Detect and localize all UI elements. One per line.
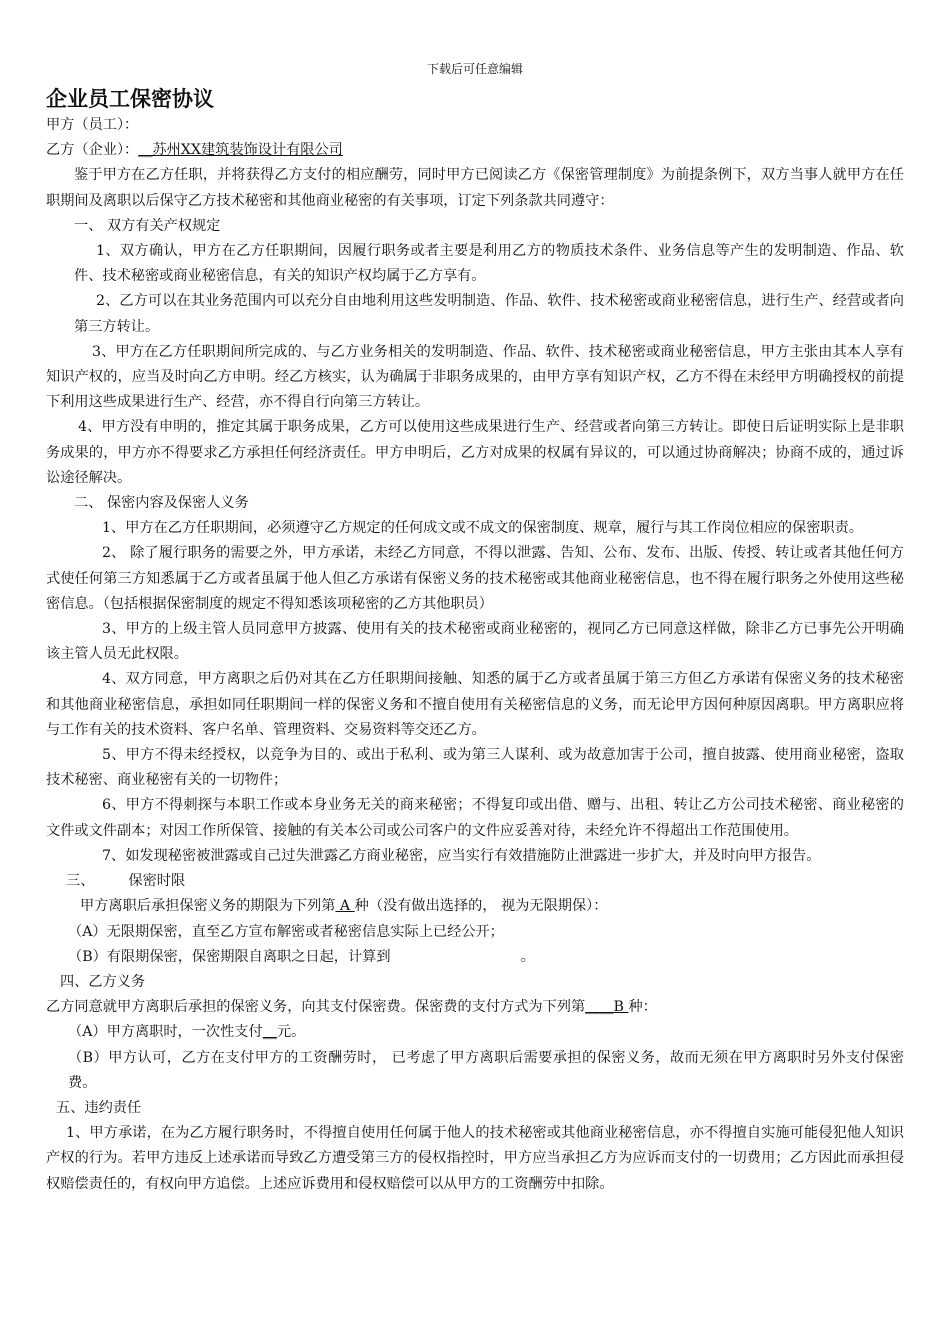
- section-2-item-5: 5、甲方不得未经授权，以竞争为目的、或出于私利、或为第三人谋利、或为故意加害于公司，擅自披露、使用商业秘密，盗取技术秘密、商业秘密有关的一切物件；: [46, 747, 904, 789]
- section-3-title: 保密时限: [128, 873, 186, 890]
- page-header: 下载后可任意编辑: [426, 62, 523, 76]
- section-5-title: 五、违约责任: [56, 1099, 142, 1116]
- section-2-title: 二、 保密内容及保密人义务: [74, 495, 249, 512]
- section-1-title: 一、 双方有关产权规定: [74, 217, 221, 234]
- section-4-option-a-end: 元。: [276, 1024, 306, 1041]
- section-3-text-after: 种（没有做出选择的， 视为无限期保）：: [354, 898, 608, 915]
- party-a-line: 甲方（员工）：: [46, 117, 139, 133]
- section-2-item-4: 4、双方同意，甲方离职之后仍对其在乙方任职期间接触、知悉的属于乙方或者虽属于第三方但乙方承诺有保密义务的技术秘密和其他商业秘密信息，承担如同任职期间一样的保密义务和不擅自使用有关秘密信息的义务，而无论甲方因何种原因离职。甲方离职应将与工作有关的技术资料、客户名单、管理资料、交易资料等交还乙方。: [46, 671, 904, 738]
- section-1-item-2: 2、乙方可以在其业务范围内可以充分自由地利用这些发明制造、作品、软件、技术秘密或商业秘密信息，进行生产、经营或者向第三方转让。: [74, 293, 904, 335]
- section-4-choice: ____B: [585, 999, 629, 1016]
- section-1-item-3: 3、甲方在乙方任职期间所完成的、与乙方业务相关的发明制造、作品、软件、技术秘密或商业秘密信息，甲方主张由其本人享有知识产权的，应当及时向乙方申明。经乙方核实，认为确属于非职务成果的，由甲方享有知识产权，乙方不得在未经甲方明确授权的前提下利用这些成果进行生产、经营，亦不得自行向第三方转让。: [46, 343, 904, 411]
- section-4-option-a-text: （A）甲方离职时，一次性支付: [68, 1024, 263, 1041]
- section-4-paragraph: [46, 995, 904, 1020]
- section-4-text-after: 种：: [628, 999, 657, 1016]
- section-2-item-7: 7、如发现秘密被泄露或自己过失泄露乙方商业秘密，应当实行有效措施防止泄露进一步扩大，并及时向甲方报告。: [102, 847, 821, 864]
- party-b-label: 乙方（企业）：: [46, 142, 139, 159]
- section-2-item-1: 1、甲方在乙方任职期间，必须遵守乙方规定的任何成文或不成文的保密制度、规章，履行与其工作岗位相应的保密职责。: [102, 520, 863, 537]
- section-3-choice: A: [335, 898, 355, 915]
- section-3-text-before: 甲方离职后承担保密义务的期限为下列第: [80, 898, 336, 915]
- section-3-heading: [46, 869, 904, 894]
- document-page: [46, 60, 904, 1197]
- section-2-item-3: 3、甲方的上级主管人员同意甲方披露、使用有关的技术秘密或商业秘密的，视同乙方已同意这样做，除非乙方已事先公开明确该主管人员无此权限。: [46, 621, 904, 663]
- section-2-item-6: 6、甲方不得刺探与本职工作或本身业务无关的商来秘密；不得复印或出借、赠与、出租、转让乙方公司技术秘密、商业秘密的文件或文件副本；对因工作所保管、接触的有关本公司或公司客户的文件应妥善对待，未经允许不得超出工作范围使用。: [46, 797, 904, 839]
- preamble: 鉴于甲方在乙方任职，并将获得乙方支付的相应酬劳，同时甲方已阅读乙方《保密管理制度》为前提条例下，双方当事人就甲方在任职期间及离职以后保守乙方技术秘密和其他商业秘密的有关事项，订定下列条款共同遵守：: [46, 167, 904, 209]
- party-b-name: __苏州XX建筑装饰设计有限公司: [138, 142, 343, 159]
- section-3-option-b-end: 。: [520, 948, 535, 965]
- party-b-line: [46, 138, 904, 163]
- section-4-text-before: 乙方同意就甲方离职后承担的保密义务，向其支付保密费。保密费的支付方式为下列第: [46, 999, 586, 1016]
- document-title: 企业员工保密协议: [46, 87, 214, 111]
- section-2-item-2: 2、 除了履行职务的需要之外，甲方承诺，未经乙方同意，不得以泄露、告知、公布、发布、出版、传授、转让或者其他任何方式使任何第三方知悉属于乙方或者虽属于他人但乙方承诺有保密义务的技术秘密或其他商业秘密信息，也不得在履行职务之外使用这些秘密信息。（包括根据保密制度的规定不得知悉该项秘密的乙方其他职员）: [46, 545, 904, 612]
- section-3-option-b: [46, 945, 904, 970]
- section-3-option-a: （A）无限期保密，直至乙方宣布解密或者秘密信息实际上已经公开；: [68, 923, 504, 940]
- section-1-item-4: 4、甲方没有申明的，推定其属于职务成果，乙方可以使用这些成果进行生产、经营或者向第三方转让。即使日后证明实际上是非职务成果的，甲方亦不得要求乙方承担任何经济责任。甲方申明后，乙方对成果的权属有异议的，可以通过协商解决；协商不成的，通过诉讼途径解决。: [46, 419, 904, 486]
- section-1-item-1: 1、双方确认，甲方在乙方任职期间，因履行职务或者主要是利用乙方的物质技术条件、业务信息等产生的发明制造、作品、软件、技术秘密或商业秘密信息，有关的知识产权均属于乙方享有。: [74, 243, 904, 285]
- section-3-option-b-text: （B）有限期保密，保密期限自离职之日起，计算到: [68, 948, 391, 965]
- section-3-number: 三、: [66, 873, 95, 890]
- section-4-title: 四、乙方义务: [60, 973, 146, 990]
- section-4-option-b: （B）甲方认可，乙方在支付甲方的工资酬劳时， 已考虑了甲方离职后需要承担的保密义务，故而无须在甲方离职时另外支付保密费。: [68, 1049, 904, 1091]
- section-4-option-a-blank: __: [262, 1024, 277, 1041]
- section-3-paragraph: [46, 894, 904, 919]
- section-5-item-1: 1、甲方承诺，在为乙方履行职务时，不得擅自使用任何属于他人的技术秘密或其他商业秘密信息，亦不得擅自实施可能侵犯他人知识产权的行为。若甲方违反上述承诺而导致乙方遭受第三方的侵权指控时，甲方应当承担乙方为应诉而支付的一切费用；乙方因此而承担侵权赔偿责任的，有权向甲方追偿。上述应诉费用和侵权赔偿可以从甲方的工资酬劳中扣除。: [46, 1125, 904, 1192]
- section-4-option-a: [46, 1020, 904, 1045]
